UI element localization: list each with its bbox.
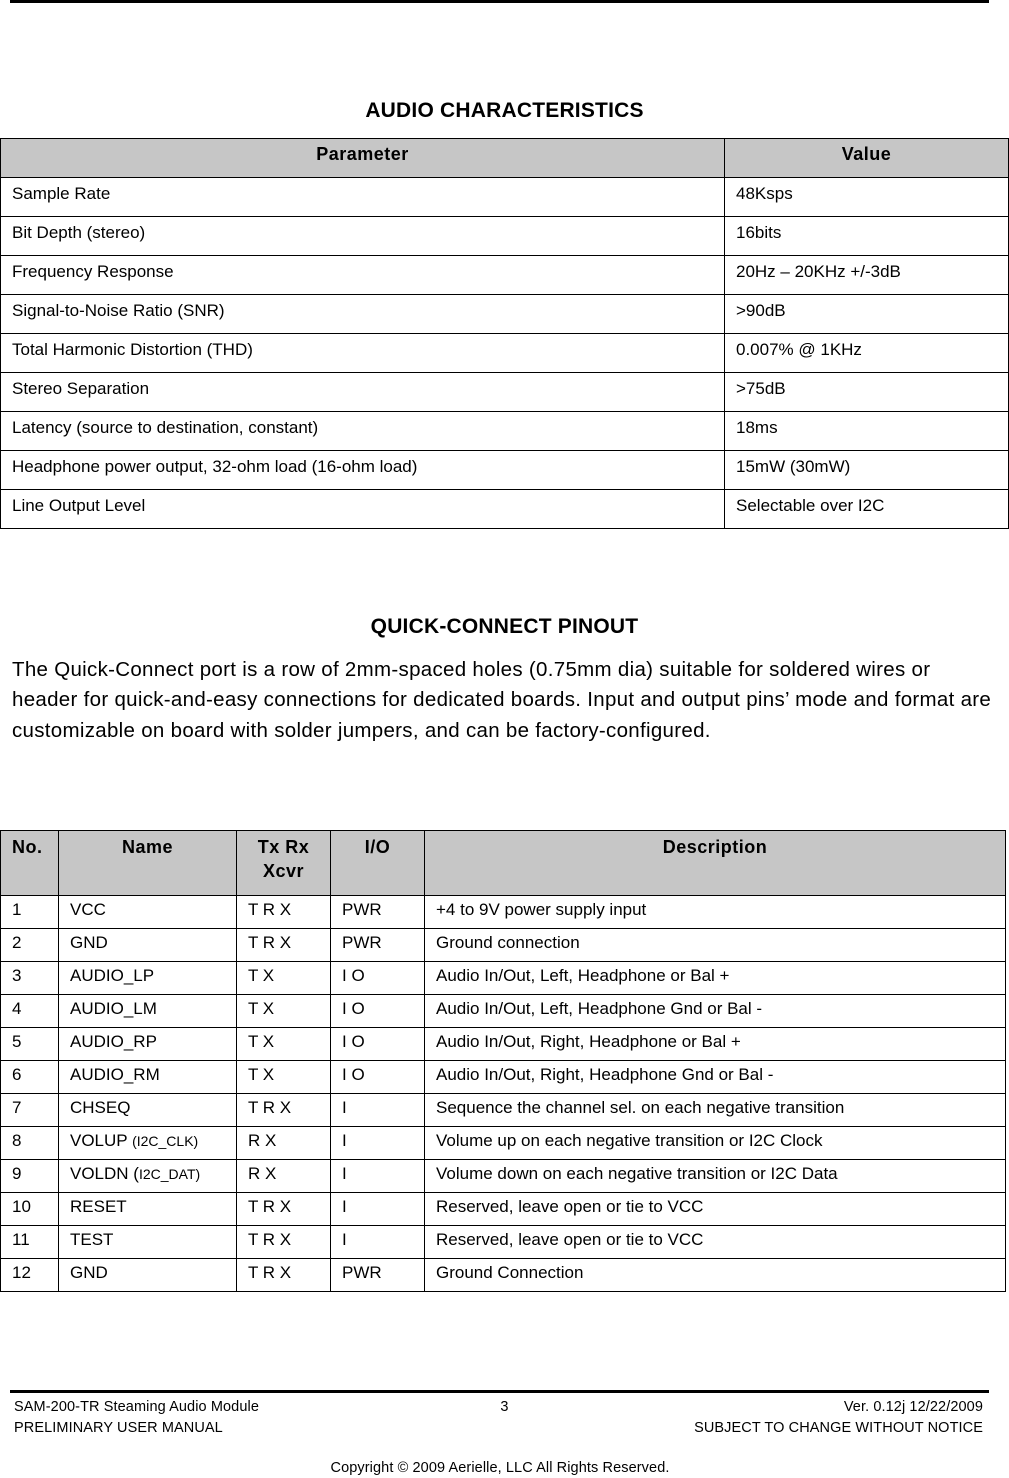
table-row bbox=[1, 373, 1009, 412]
pin-no: 3 bbox=[1, 962, 59, 995]
pin-description: Audio In/Out, Right, Headphone Gnd or Bal - bbox=[425, 1061, 1006, 1094]
pin-description: Reserved, leave open or tie to VCC bbox=[425, 1193, 1006, 1226]
pin-io: I bbox=[331, 1094, 425, 1127]
pin-description: Audio In/Out, Left, Headphone Gnd or Bal - bbox=[425, 995, 1006, 1028]
pin-description: +4 to 9V power supply input bbox=[425, 896, 1006, 929]
parameter-cell: Headphone power output, 32-ohm load (16-ohm load) bbox=[1, 451, 725, 490]
table-row bbox=[1, 995, 1006, 1028]
pin-name bbox=[59, 1226, 237, 1259]
pin-no: 2 bbox=[1, 929, 59, 962]
pin-name-text: AUDIO_LP bbox=[70, 966, 155, 985]
value-cell: 0.007% @ 1KHz bbox=[725, 334, 1009, 373]
pin-io: I bbox=[331, 1127, 425, 1160]
pin-txrx: T X bbox=[237, 1028, 331, 1061]
pin-description: Audio In/Out, Left, Headphone or Bal + bbox=[425, 962, 1006, 995]
pin-io: PWR bbox=[331, 1259, 425, 1292]
table-row bbox=[1, 334, 1009, 373]
pin-name bbox=[59, 1028, 237, 1061]
header-parameter: Parameter bbox=[1, 139, 725, 178]
footer-version: Ver. 0.12j 12/22/2009 bbox=[843, 1399, 983, 1415]
pin-no: 12 bbox=[1, 1259, 59, 1292]
table-row bbox=[1, 1226, 1006, 1259]
value-cell: 20Hz – 20KHz +/-3dB bbox=[725, 256, 1009, 295]
pin-io: I bbox=[331, 1193, 425, 1226]
pinout-table bbox=[0, 830, 1006, 1292]
pin-no: 4 bbox=[1, 995, 59, 1028]
parameter-cell: Frequency Response bbox=[1, 256, 725, 295]
pin-io: I bbox=[331, 1160, 425, 1193]
parameter-cell: Latency (source to destination, constant) bbox=[1, 412, 725, 451]
table-header-row bbox=[1, 139, 1009, 178]
parameter-cell: Bit Depth (stereo) bbox=[1, 217, 725, 256]
pin-io: PWR bbox=[331, 929, 425, 962]
audio-characteristics-table bbox=[0, 138, 1009, 529]
pin-txrx: R X bbox=[237, 1127, 331, 1160]
pin-name-text: GND bbox=[70, 933, 108, 952]
pin-name-text: CHSEQ bbox=[70, 1098, 131, 1117]
page-number: 3 bbox=[500, 1399, 509, 1415]
value-cell: 48Ksps bbox=[725, 178, 1009, 217]
table-row bbox=[1, 1061, 1006, 1094]
pin-io: I O bbox=[331, 962, 425, 995]
pin-name bbox=[59, 1127, 237, 1160]
table-header-row bbox=[1, 831, 1006, 896]
pin-name-text: TEST bbox=[70, 1230, 114, 1249]
pin-no: 9 bbox=[1, 1160, 59, 1193]
pin-name-text: VOLDN ( bbox=[70, 1164, 139, 1183]
pin-name bbox=[59, 1193, 237, 1226]
header-value: Value bbox=[725, 139, 1009, 178]
header-no: No. bbox=[1, 831, 59, 896]
pin-name bbox=[59, 962, 237, 995]
table-row bbox=[1, 490, 1009, 529]
table-row bbox=[1, 295, 1009, 334]
pin-txrx: T R X bbox=[237, 1259, 331, 1292]
parameter-cell: Sample Rate bbox=[1, 178, 725, 217]
pin-io: I bbox=[331, 1226, 425, 1259]
top-rule bbox=[10, 0, 989, 3]
header-txrx-line1: Tx Rx bbox=[257, 837, 310, 857]
pin-no: 5 bbox=[1, 1028, 59, 1061]
footer-product-name: SAM-200-TR Steaming Audio Module bbox=[14, 1399, 259, 1415]
pinout-section-title: QUICK-CONNECT PINOUT bbox=[370, 615, 639, 638]
table-row bbox=[1, 1094, 1006, 1127]
header-name: Name bbox=[59, 831, 237, 896]
table-row bbox=[1, 1259, 1006, 1292]
pin-name-text: GND bbox=[70, 1263, 108, 1282]
table-row bbox=[1, 1160, 1006, 1193]
pin-name-sub: (I2C_CLK) bbox=[132, 1133, 199, 1149]
pin-name bbox=[59, 896, 237, 929]
pin-txrx: T X bbox=[237, 962, 331, 995]
value-cell: Selectable over I2C bbox=[725, 490, 1009, 529]
table-row bbox=[1, 217, 1009, 256]
pin-io: I O bbox=[331, 1061, 425, 1094]
pin-no: 8 bbox=[1, 1127, 59, 1160]
value-cell: 16bits bbox=[725, 217, 1009, 256]
table-row bbox=[1, 1028, 1006, 1061]
table-row bbox=[1, 451, 1009, 490]
pin-description: Volume down on each negative transition or I2C Data bbox=[425, 1160, 1006, 1193]
pin-txrx: R X bbox=[237, 1160, 331, 1193]
pin-name bbox=[59, 1094, 237, 1127]
pin-name bbox=[59, 1259, 237, 1292]
footer-rule bbox=[10, 1390, 989, 1393]
pin-txrx: T R X bbox=[237, 1193, 331, 1226]
pin-txrx: T R X bbox=[237, 896, 331, 929]
parameter-cell: Signal-to-Noise Ratio (SNR) bbox=[1, 295, 725, 334]
footer-copyright: Copyright © 2009 Aerielle, LLC All Rights Reserved. bbox=[330, 1460, 670, 1476]
header-txrx bbox=[237, 831, 331, 896]
pin-txrx: T R X bbox=[237, 1226, 331, 1259]
pin-io: I O bbox=[331, 1028, 425, 1061]
pin-name-text: AUDIO_LM bbox=[70, 999, 157, 1018]
pin-name bbox=[59, 929, 237, 962]
footer-manual-label: PRELIMINARY USER MANUAL bbox=[14, 1420, 223, 1436]
table-row bbox=[1, 962, 1006, 995]
table-row bbox=[1, 1193, 1006, 1226]
pin-io: I O bbox=[331, 995, 425, 1028]
pinout-intro-paragraph: The Quick-Connect port is a row of 2mm-spaced holes (0.75mm dia) suitable for soldered wires or header for quick-and-easy connections for dedicated boards. Input and output pins’ mode and format are customizable on board with solder jumpers, and can be factory-configured. bbox=[12, 658, 992, 742]
pin-description: Volume up on each negative transition or I2C Clock bbox=[425, 1127, 1006, 1160]
pin-name-text: VOLUP bbox=[70, 1131, 133, 1150]
pin-name bbox=[59, 995, 237, 1028]
pin-no: 11 bbox=[1, 1226, 59, 1259]
pin-description: Sequence the channel sel. on each negative transition bbox=[425, 1094, 1006, 1127]
pin-description: Ground Connection bbox=[425, 1259, 1006, 1292]
pin-description: Ground connection bbox=[425, 929, 1006, 962]
audio-section-title: AUDIO CHARACTERISTICS bbox=[365, 99, 644, 122]
pin-name-text: AUDIO_RM bbox=[70, 1065, 160, 1084]
pin-no: 10 bbox=[1, 1193, 59, 1226]
table-row bbox=[1, 412, 1009, 451]
pin-name-text: VCC bbox=[70, 900, 106, 919]
pin-description: Reserved, leave open or tie to VCC bbox=[425, 1226, 1006, 1259]
pin-txrx: T R X bbox=[237, 929, 331, 962]
parameter-cell: Total Harmonic Distortion (THD) bbox=[1, 334, 725, 373]
header-io: I/O bbox=[331, 831, 425, 896]
value-cell: >75dB bbox=[725, 373, 1009, 412]
value-cell: >90dB bbox=[725, 295, 1009, 334]
parameter-cell: Stereo Separation bbox=[1, 373, 725, 412]
parameter-cell: Line Output Level bbox=[1, 490, 725, 529]
footer-notice: SUBJECT TO CHANGE WITHOUT NOTICE bbox=[694, 1420, 983, 1436]
table-row bbox=[1, 178, 1009, 217]
table-row bbox=[1, 896, 1006, 929]
table-row bbox=[1, 1127, 1006, 1160]
pin-txrx: T X bbox=[237, 1061, 331, 1094]
pin-description: Audio In/Out, Right, Headphone or Bal + bbox=[425, 1028, 1006, 1061]
pin-io: PWR bbox=[331, 896, 425, 929]
pin-no: 1 bbox=[1, 896, 59, 929]
pin-name bbox=[59, 1061, 237, 1094]
pin-name bbox=[59, 1160, 237, 1193]
pin-name-sub: I2C_DAT) bbox=[138, 1166, 201, 1182]
value-cell: 18ms bbox=[725, 412, 1009, 451]
value-cell: 15mW (30mW) bbox=[725, 451, 1009, 490]
pin-txrx: T R X bbox=[237, 1094, 331, 1127]
pin-no: 6 bbox=[1, 1061, 59, 1094]
header-txrx-line2: Xcvr bbox=[262, 861, 305, 881]
pin-name-text: RESET bbox=[70, 1197, 127, 1216]
header-description: Description bbox=[425, 831, 1006, 896]
table-row bbox=[1, 929, 1006, 962]
pin-no: 7 bbox=[1, 1094, 59, 1127]
table-row bbox=[1, 256, 1009, 295]
pin-name-text: AUDIO_RP bbox=[70, 1032, 157, 1051]
pin-txrx: T X bbox=[237, 995, 331, 1028]
